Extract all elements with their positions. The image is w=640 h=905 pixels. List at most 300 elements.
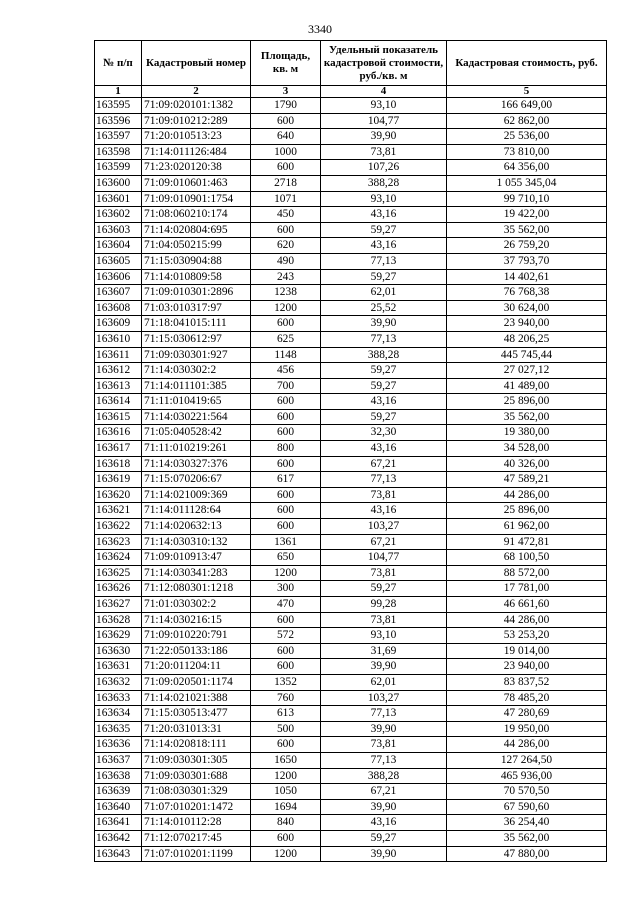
row-number-cell: 163641 — [95, 815, 142, 831]
row-number-cell: 163610 — [95, 331, 142, 347]
row-number-cell: 163643 — [95, 846, 142, 862]
specific-value-cell: 43,16 — [321, 815, 447, 831]
cadastral-number-cell: 71:08:060210:174 — [142, 207, 251, 223]
row-number-cell: 163639 — [95, 784, 142, 800]
header-row-number: № п/п — [95, 41, 142, 86]
cadastral-cost-cell: 73 810,00 — [447, 144, 607, 160]
specific-value-cell: 77,13 — [321, 752, 447, 768]
cadastral-cost-cell: 19 380,00 — [447, 425, 607, 441]
cadastral-number-cell: 71:11:010419:65 — [142, 394, 251, 410]
row-number-cell: 163605 — [95, 253, 142, 269]
area-cell: 760 — [251, 690, 321, 706]
cadastral-number-cell: 71:14:011126:484 — [142, 144, 251, 160]
cadastral-cost-cell: 35 562,00 — [447, 830, 607, 846]
cadastral-number-cell: 71:22:050133:186 — [142, 643, 251, 659]
area-cell: 2718 — [251, 175, 321, 191]
row-number-cell: 163599 — [95, 160, 142, 176]
column-number-row — [95, 86, 607, 98]
cadastral-cost-cell: 35 562,00 — [447, 409, 607, 425]
table-row — [95, 238, 607, 254]
table-row — [95, 519, 607, 535]
area-cell: 1650 — [251, 752, 321, 768]
row-number-cell: 163633 — [95, 690, 142, 706]
cadastral-number-cell: 71:14:010112:28 — [142, 815, 251, 831]
cadastral-cost-cell: 70 570,50 — [447, 784, 607, 800]
specific-value-cell: 39,90 — [321, 721, 447, 737]
table-row — [95, 316, 607, 332]
row-number-cell: 163596 — [95, 113, 142, 129]
cadastral-number-cell: 71:03:010317:97 — [142, 300, 251, 316]
cadastral-number-cell: 71:14:030216:15 — [142, 612, 251, 628]
cadastral-number-cell: 71:11:010219:261 — [142, 441, 251, 457]
table-row — [95, 269, 607, 285]
specific-value-cell: 39,90 — [321, 316, 447, 332]
area-cell: 1238 — [251, 285, 321, 301]
specific-value-cell: 73,81 — [321, 565, 447, 581]
row-number-cell: 163630 — [95, 643, 142, 659]
area-cell: 600 — [251, 456, 321, 472]
table-row — [95, 487, 607, 503]
table-row — [95, 98, 607, 114]
cadastral-cost-cell: 166 649,00 — [447, 98, 607, 114]
column-number: 2 — [142, 86, 251, 98]
row-number-cell: 163628 — [95, 612, 142, 628]
cadastral-number-cell: 71:20:031013:31 — [142, 721, 251, 737]
cadastral-cost-cell: 465 936,00 — [447, 768, 607, 784]
cadastral-number-cell: 71:14:030327:376 — [142, 456, 251, 472]
specific-value-cell: 59,27 — [321, 409, 447, 425]
specific-value-cell: 77,13 — [321, 472, 447, 488]
specific-value-cell: 103,27 — [321, 519, 447, 535]
area-cell: 1200 — [251, 565, 321, 581]
cadastral-number-cell: 71:12:070217:45 — [142, 830, 251, 846]
specific-value-cell: 67,21 — [321, 534, 447, 550]
row-number-cell: 163634 — [95, 706, 142, 722]
row-number-cell: 163618 — [95, 456, 142, 472]
cadastral-number-cell: 71:09:030301:688 — [142, 768, 251, 784]
table-row — [95, 597, 607, 613]
table-row — [95, 472, 607, 488]
specific-value-cell: 59,27 — [321, 378, 447, 394]
table-row — [95, 378, 607, 394]
specific-value-cell: 67,21 — [321, 456, 447, 472]
table-row — [95, 721, 607, 737]
cadastral-cost-cell: 44 286,00 — [447, 737, 607, 753]
row-number-cell: 163632 — [95, 674, 142, 690]
row-number-cell: 163606 — [95, 269, 142, 285]
table-row — [95, 830, 607, 846]
row-number-cell: 163638 — [95, 768, 142, 784]
table-row — [95, 706, 607, 722]
cadastral-cost-cell: 47 589,21 — [447, 472, 607, 488]
cadastral-cost-cell: 47 880,00 — [447, 846, 607, 862]
specific-value-cell: 39,90 — [321, 129, 447, 145]
row-number-cell: 163611 — [95, 347, 142, 363]
table-row — [95, 363, 607, 379]
specific-value-cell: 31,69 — [321, 643, 447, 659]
cadastral-cost-cell: 36 254,40 — [447, 815, 607, 831]
row-number-cell: 163604 — [95, 238, 142, 254]
cadastral-cost-cell: 37 793,70 — [447, 253, 607, 269]
cadastral-number-cell: 71:23:020120:38 — [142, 160, 251, 176]
specific-value-cell: 39,90 — [321, 846, 447, 862]
cadastral-number-cell: 71:04:050215:99 — [142, 238, 251, 254]
cadastral-cost-cell: 99 710,10 — [447, 191, 607, 207]
area-cell: 1000 — [251, 144, 321, 160]
cadastral-cost-cell: 23 940,00 — [447, 659, 607, 675]
table-row — [95, 222, 607, 238]
cadastral-cost-cell: 88 572,00 — [447, 565, 607, 581]
cadastral-cost-cell: 47 280,69 — [447, 706, 607, 722]
specific-value-cell: 103,27 — [321, 690, 447, 706]
table-row — [95, 175, 607, 191]
cadastral-cost-cell: 62 862,00 — [447, 113, 607, 129]
area-cell: 640 — [251, 129, 321, 145]
row-number-cell: 163616 — [95, 425, 142, 441]
area-cell: 600 — [251, 659, 321, 675]
row-number-cell: 163629 — [95, 628, 142, 644]
area-cell: 617 — [251, 472, 321, 488]
table-row — [95, 565, 607, 581]
specific-value-cell: 73,81 — [321, 487, 447, 503]
cadastral-number-cell: 71:07:010201:1199 — [142, 846, 251, 862]
cadastral-number-cell: 71:14:030221:564 — [142, 409, 251, 425]
table-header-row — [95, 41, 607, 86]
cadastral-number-cell: 71:07:010201:1472 — [142, 799, 251, 815]
cadastral-cost-cell: 25 536,00 — [447, 129, 607, 145]
cadastral-cost-cell: 83 837,52 — [447, 674, 607, 690]
area-cell: 600 — [251, 612, 321, 628]
cadastral-number-cell: 71:05:040528:42 — [142, 425, 251, 441]
row-number-cell: 163597 — [95, 129, 142, 145]
cadastral-number-cell: 71:14:010809:58 — [142, 269, 251, 285]
cadastral-cost-cell: 46 661,60 — [447, 597, 607, 613]
specific-value-cell: 93,10 — [321, 191, 447, 207]
table-row — [95, 659, 607, 675]
row-number-cell: 163620 — [95, 487, 142, 503]
specific-value-cell: 93,10 — [321, 98, 447, 114]
cadastral-number-cell: 71:09:010220:791 — [142, 628, 251, 644]
table-row — [95, 815, 607, 831]
cadastral-number-cell: 71:09:030301:305 — [142, 752, 251, 768]
specific-value-cell: 43,16 — [321, 238, 447, 254]
cadastral-cost-cell: 17 781,00 — [447, 581, 607, 597]
area-cell: 456 — [251, 363, 321, 379]
cadastral-cost-cell: 44 286,00 — [447, 487, 607, 503]
row-number-cell: 163636 — [95, 737, 142, 753]
area-cell: 800 — [251, 441, 321, 457]
table-row — [95, 191, 607, 207]
cadastral-number-cell: 71:12:080301:1218 — [142, 581, 251, 597]
specific-value-cell: 32,30 — [321, 425, 447, 441]
specific-value-cell: 59,27 — [321, 830, 447, 846]
specific-value-cell: 62,01 — [321, 285, 447, 301]
cadastral-number-cell: 71:09:010301:2896 — [142, 285, 251, 301]
row-number-cell: 163603 — [95, 222, 142, 238]
row-number-cell: 163598 — [95, 144, 142, 160]
specific-value-cell: 104,77 — [321, 113, 447, 129]
area-cell: 1352 — [251, 674, 321, 690]
cadastral-number-cell: 71:20:010513:23 — [142, 129, 251, 145]
table-row — [95, 409, 607, 425]
row-number-cell: 163613 — [95, 378, 142, 394]
header-cadastral-cost: Кадастровая стоимость, руб. — [447, 41, 607, 86]
row-number-cell: 163637 — [95, 752, 142, 768]
specific-value-cell: 388,28 — [321, 347, 447, 363]
specific-value-cell: 43,16 — [321, 207, 447, 223]
specific-value-cell: 93,10 — [321, 628, 447, 644]
cadastral-cost-cell: 67 590,60 — [447, 799, 607, 815]
specific-value-cell: 388,28 — [321, 768, 447, 784]
row-number-cell: 163621 — [95, 503, 142, 519]
cadastral-cost-cell: 61 962,00 — [447, 519, 607, 535]
cadastral-cost-cell: 445 745,44 — [447, 347, 607, 363]
area-cell: 600 — [251, 425, 321, 441]
column-number: 5 — [447, 86, 607, 98]
cadastral-number-cell: 71:09:010913:47 — [142, 550, 251, 566]
cadastral-number-cell: 71:15:030612:97 — [142, 331, 251, 347]
cadastral-cost-cell: 91 472,81 — [447, 534, 607, 550]
specific-value-cell: 59,27 — [321, 581, 447, 597]
table-row — [95, 768, 607, 784]
cadastral-cost-cell: 27 027,12 — [447, 363, 607, 379]
area-cell: 572 — [251, 628, 321, 644]
cadastral-number-cell: 71:15:030513:477 — [142, 706, 251, 722]
area-cell: 600 — [251, 409, 321, 425]
column-number: 4 — [321, 86, 447, 98]
cadastral-number-cell: 71:14:030310:132 — [142, 534, 251, 550]
cadastral-number-cell: 71:14:020804:695 — [142, 222, 251, 238]
area-cell: 1050 — [251, 784, 321, 800]
table-row — [95, 144, 607, 160]
area-cell: 450 — [251, 207, 321, 223]
cadastral-number-cell: 71:09:020101:1382 — [142, 98, 251, 114]
cadastral-number-cell: 71:01:030302:2 — [142, 597, 251, 613]
page-number: 3340 — [308, 22, 332, 36]
cadastral-number-cell: 71:14:030302:2 — [142, 363, 251, 379]
area-cell: 600 — [251, 503, 321, 519]
cadastral-number-cell: 71:09:010212:289 — [142, 113, 251, 129]
row-number-cell: 163617 — [95, 441, 142, 457]
cadastral-number-cell: 71:14:011101:385 — [142, 378, 251, 394]
cadastral-cost-cell: 30 624,00 — [447, 300, 607, 316]
row-number-cell: 163635 — [95, 721, 142, 737]
area-cell: 500 — [251, 721, 321, 737]
row-number-cell: 163609 — [95, 316, 142, 332]
area-cell: 1071 — [251, 191, 321, 207]
row-number-cell: 163600 — [95, 175, 142, 191]
table-row — [95, 752, 607, 768]
area-cell: 600 — [251, 160, 321, 176]
header-area: Площадь, кв. м — [251, 41, 321, 86]
specific-value-cell: 39,90 — [321, 799, 447, 815]
specific-value-cell: 39,90 — [321, 659, 447, 675]
specific-value-cell: 62,01 — [321, 674, 447, 690]
area-cell: 243 — [251, 269, 321, 285]
table-row — [95, 207, 607, 223]
specific-value-cell: 77,13 — [321, 253, 447, 269]
cadastral-number-cell: 71:09:010901:1754 — [142, 191, 251, 207]
cadastral-cost-cell: 78 485,20 — [447, 690, 607, 706]
specific-value-cell: 73,81 — [321, 737, 447, 753]
specific-value-cell: 73,81 — [321, 144, 447, 160]
table-row — [95, 441, 607, 457]
cadastral-number-cell: 71:09:030301:927 — [142, 347, 251, 363]
cadastral-cost-cell: 53 253,20 — [447, 628, 607, 644]
area-cell: 600 — [251, 737, 321, 753]
cadastral-number-cell: 71:08:030301:329 — [142, 784, 251, 800]
area-cell: 470 — [251, 597, 321, 613]
cadastral-cost-cell: 44 286,00 — [447, 612, 607, 628]
table-row — [95, 160, 607, 176]
cadastral-number-cell: 71:09:010601:463 — [142, 175, 251, 191]
area-cell: 1790 — [251, 98, 321, 114]
area-cell: 600 — [251, 487, 321, 503]
column-number: 3 — [251, 86, 321, 98]
area-cell: 1361 — [251, 534, 321, 550]
table-row — [95, 628, 607, 644]
table-row — [95, 347, 607, 363]
cadastral-number-cell: 71:20:011204:11 — [142, 659, 251, 675]
table-row — [95, 690, 607, 706]
specific-value-cell: 67,21 — [321, 784, 447, 800]
row-number-cell: 163601 — [95, 191, 142, 207]
table-row — [95, 550, 607, 566]
area-cell: 650 — [251, 550, 321, 566]
area-cell: 613 — [251, 706, 321, 722]
specific-value-cell: 59,27 — [321, 269, 447, 285]
row-number-cell: 163624 — [95, 550, 142, 566]
area-cell: 1200 — [251, 300, 321, 316]
cadastral-number-cell: 71:14:021009:369 — [142, 487, 251, 503]
row-number-cell: 163640 — [95, 799, 142, 815]
specific-value-cell: 99,28 — [321, 597, 447, 613]
specific-value-cell: 43,16 — [321, 441, 447, 457]
table-row — [95, 129, 607, 145]
cadastral-cost-cell: 40 326,00 — [447, 456, 607, 472]
specific-value-cell: 104,77 — [321, 550, 447, 566]
row-number-cell: 163595 — [95, 98, 142, 114]
cadastral-cost-cell: 34 528,00 — [447, 441, 607, 457]
area-cell: 1200 — [251, 846, 321, 862]
cadastral-cost-cell: 19 014,00 — [447, 643, 607, 659]
cadastral-number-cell: 71:15:070206:67 — [142, 472, 251, 488]
area-cell: 600 — [251, 394, 321, 410]
cadastral-cost-cell: 19 950,00 — [447, 721, 607, 737]
specific-value-cell: 43,16 — [321, 503, 447, 519]
row-number-cell: 163631 — [95, 659, 142, 675]
area-cell: 600 — [251, 519, 321, 535]
cadastral-number-cell: 71:14:020818:111 — [142, 737, 251, 753]
table-row — [95, 113, 607, 129]
cadastral-cost-cell: 23 940,00 — [447, 316, 607, 332]
specific-value-cell: 77,13 — [321, 331, 447, 347]
cadastral-cost-cell: 1 055 345,04 — [447, 175, 607, 191]
specific-value-cell: 43,16 — [321, 394, 447, 410]
row-number-cell: 163627 — [95, 597, 142, 613]
cadastral-number-cell: 71:14:011128:64 — [142, 503, 251, 519]
row-number-cell: 163608 — [95, 300, 142, 316]
cadastral-cost-cell: 64 356,00 — [447, 160, 607, 176]
cadastral-cost-cell: 14 402,61 — [447, 269, 607, 285]
cadastral-cost-cell: 35 562,00 — [447, 222, 607, 238]
area-cell: 1694 — [251, 799, 321, 815]
row-number-cell: 163614 — [95, 394, 142, 410]
row-number-cell: 163607 — [95, 285, 142, 301]
cadastral-number-cell: 71:14:020632:13 — [142, 519, 251, 535]
row-number-cell: 163623 — [95, 534, 142, 550]
area-cell: 625 — [251, 331, 321, 347]
specific-value-cell: 59,27 — [321, 363, 447, 379]
table-body — [95, 98, 607, 862]
table-row — [95, 643, 607, 659]
area-cell: 600 — [251, 222, 321, 238]
area-cell: 600 — [251, 830, 321, 846]
cadastral-number-cell: 71:14:021021:388 — [142, 690, 251, 706]
row-number-cell: 163622 — [95, 519, 142, 535]
area-cell: 620 — [251, 238, 321, 254]
table-row — [95, 456, 607, 472]
cadastral-cost-cell: 19 422,00 — [447, 207, 607, 223]
table-row — [95, 394, 607, 410]
column-number: 1 — [95, 86, 142, 98]
table-row — [95, 253, 607, 269]
header-cadastral-number: Кадастровый номер — [142, 41, 251, 86]
header-specific-value: Удельный показатель кадастровой стоимости, руб./кв. м — [321, 41, 447, 86]
table-row — [95, 331, 607, 347]
cadastral-cost-cell: 25 896,00 — [447, 503, 607, 519]
cadastral-cost-cell: 127 264,50 — [447, 752, 607, 768]
row-number-cell: 163615 — [95, 409, 142, 425]
specific-value-cell: 77,13 — [321, 706, 447, 722]
cadastral-cost-cell: 48 206,25 — [447, 331, 607, 347]
row-number-cell: 163612 — [95, 363, 142, 379]
table-row — [95, 737, 607, 753]
cadastral-number-cell: 71:09:020501:1174 — [142, 674, 251, 690]
cadastral-number-cell: 71:15:030904:88 — [142, 253, 251, 269]
table-row — [95, 799, 607, 815]
table-row — [95, 581, 607, 597]
row-number-cell: 163619 — [95, 472, 142, 488]
table-row — [95, 300, 607, 316]
row-number-cell: 163626 — [95, 581, 142, 597]
table-row — [95, 534, 607, 550]
specific-value-cell: 73,81 — [321, 612, 447, 628]
cadastral-cost-cell: 76 768,38 — [447, 285, 607, 301]
table-row — [95, 285, 607, 301]
area-cell: 300 — [251, 581, 321, 597]
row-number-cell: 163642 — [95, 830, 142, 846]
table-row — [95, 846, 607, 862]
area-cell: 700 — [251, 378, 321, 394]
cadastral-cost-cell: 26 759,20 — [447, 238, 607, 254]
area-cell: 1148 — [251, 347, 321, 363]
area-cell: 490 — [251, 253, 321, 269]
area-cell: 600 — [251, 316, 321, 332]
cadastral-cost-cell: 25 896,00 — [447, 394, 607, 410]
cadastral-cost-cell: 68 100,50 — [447, 550, 607, 566]
area-cell: 840 — [251, 815, 321, 831]
specific-value-cell: 59,27 — [321, 222, 447, 238]
specific-value-cell: 107,26 — [321, 160, 447, 176]
cadastral-table — [94, 40, 607, 862]
cadastral-number-cell: 71:18:041015:111 — [142, 316, 251, 332]
table-row — [95, 674, 607, 690]
table-row — [95, 425, 607, 441]
cadastral-number-cell: 71:14:030341:283 — [142, 565, 251, 581]
table-row — [95, 784, 607, 800]
cadastral-cost-cell: 41 489,00 — [447, 378, 607, 394]
